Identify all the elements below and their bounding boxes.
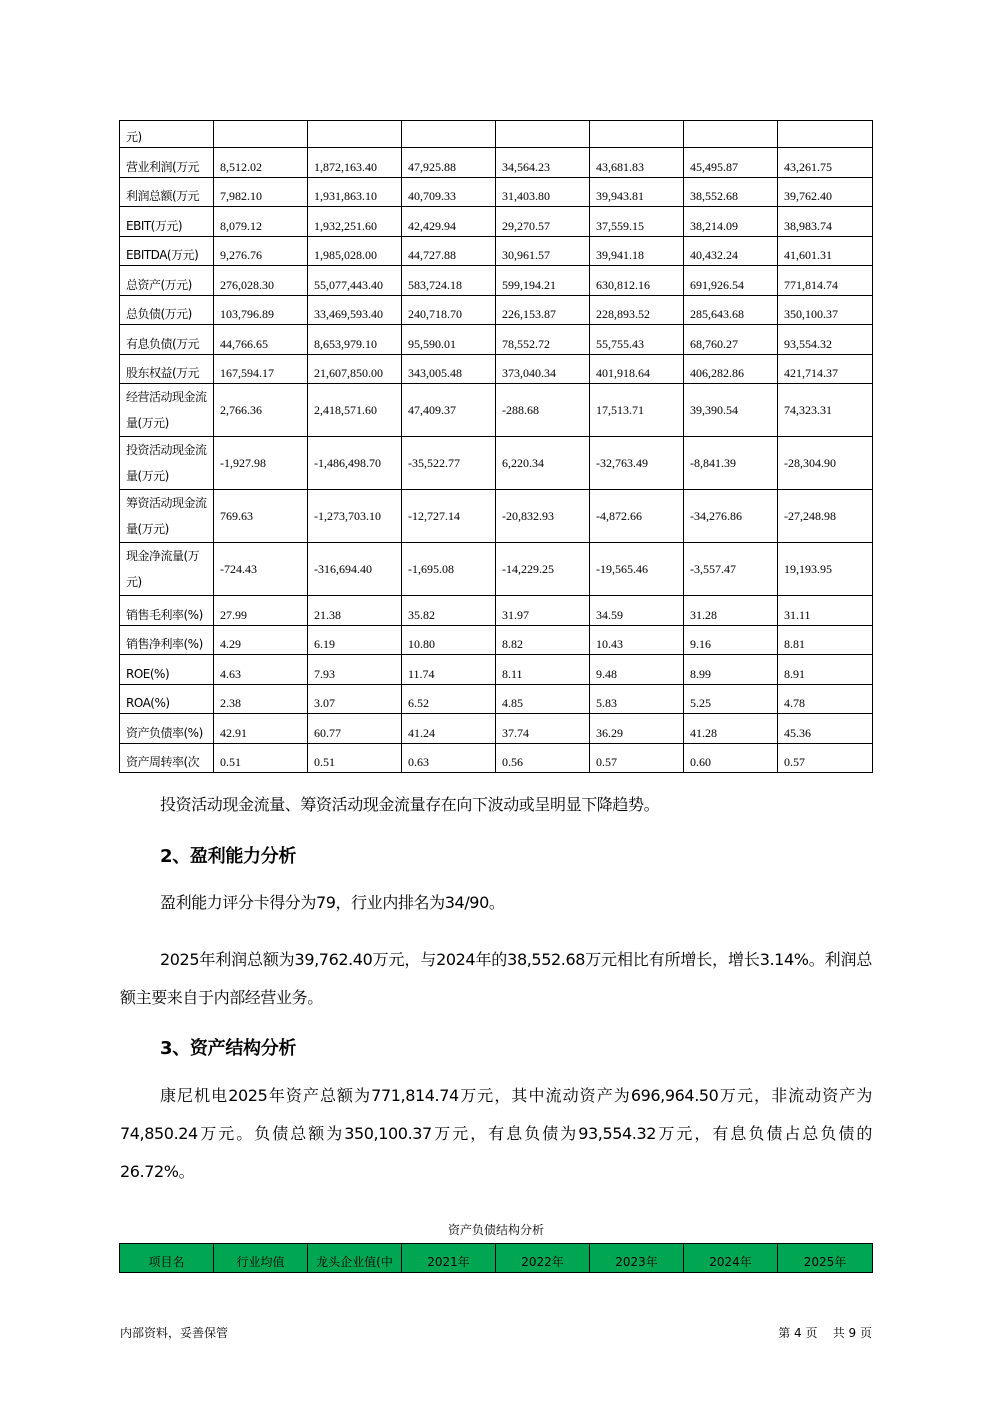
table-cell: 41.24 bbox=[402, 714, 496, 744]
table-cell: -35,522.77 bbox=[402, 437, 496, 490]
table-cell: 373,040.34 bbox=[496, 354, 590, 384]
table-cell: 40,709.33 bbox=[402, 177, 496, 207]
table-cell: 240,718.70 bbox=[402, 295, 496, 325]
table-cell: 11.74 bbox=[402, 655, 496, 685]
row-label: EBIT(万元) bbox=[120, 207, 214, 237]
table-cell: 31,403.80 bbox=[496, 177, 590, 207]
table-cell: 401,918.64 bbox=[590, 354, 684, 384]
table-cell bbox=[214, 121, 308, 148]
table-cell: 226,153.87 bbox=[496, 295, 590, 325]
header-cell: 项目名 bbox=[120, 1244, 214, 1273]
row-label: 利润总额(万元 bbox=[120, 177, 214, 207]
table-cell bbox=[590, 121, 684, 148]
table-row bbox=[120, 354, 873, 384]
table-cell: 167,594.17 bbox=[214, 354, 308, 384]
paragraph-cashflow-trend: 投资活动现金流量、筹资活动现金流量存在向下波动或呈明显下降趋势。 bbox=[160, 795, 660, 814]
row-label: 资产负债率(%) bbox=[120, 714, 214, 744]
table-cell bbox=[684, 121, 778, 148]
table-cell: 103,796.89 bbox=[214, 295, 308, 325]
row-label: 现金净流量(万元) bbox=[120, 543, 214, 596]
footer-page-number: 第 4 页 共 9 页 bbox=[778, 1326, 872, 1340]
row-label: 有息负债(万元 bbox=[120, 325, 214, 355]
table-cell: 771,814.74 bbox=[778, 266, 873, 296]
table-row bbox=[120, 295, 873, 325]
table-cell: 33,469,593.40 bbox=[308, 295, 402, 325]
row-label: ROA(%) bbox=[120, 684, 214, 714]
table-row bbox=[120, 121, 873, 148]
table-cell: 4.85 bbox=[496, 684, 590, 714]
table-cell: 8.99 bbox=[684, 655, 778, 685]
table-cell: 45.36 bbox=[778, 714, 873, 744]
row-label: 销售净利率(%) bbox=[120, 625, 214, 655]
table-cell: 40,432.24 bbox=[684, 236, 778, 266]
row-label: 总资产(万元) bbox=[120, 266, 214, 296]
table-cell: 38,983.74 bbox=[778, 207, 873, 237]
table-cell: 27.99 bbox=[214, 596, 308, 626]
table-cell: -12,727.14 bbox=[402, 490, 496, 543]
table-cell: 3.07 bbox=[308, 684, 402, 714]
table-cell: 8,079.12 bbox=[214, 207, 308, 237]
table-cell: 45,495.87 bbox=[684, 148, 778, 178]
table-cell: 39,941.18 bbox=[590, 236, 684, 266]
table-cell: 2.38 bbox=[214, 684, 308, 714]
table-cell: 4.29 bbox=[214, 625, 308, 655]
table-cell: 39,943.81 bbox=[590, 177, 684, 207]
table-cell: 406,282.86 bbox=[684, 354, 778, 384]
table-cell: 34,564.23 bbox=[496, 148, 590, 178]
table-row bbox=[120, 177, 873, 207]
table-cell: 31.97 bbox=[496, 596, 590, 626]
table-row bbox=[120, 625, 873, 655]
table-cell bbox=[778, 121, 873, 148]
header-cell: 2024年 bbox=[684, 1244, 778, 1273]
table-cell: 0.57 bbox=[778, 743, 873, 773]
table-cell: 41.28 bbox=[684, 714, 778, 744]
row-label: ROE(%) bbox=[120, 655, 214, 685]
table-cell: -1,927.98 bbox=[214, 437, 308, 490]
paragraph-profit-score: 盈利能力评分卡得分为79，行业内排名为34/90。 bbox=[160, 893, 505, 912]
row-label: 筹资活动现金流量(万元) bbox=[120, 490, 214, 543]
row-label: 投资活动现金流量(万元) bbox=[120, 437, 214, 490]
table-cell: 6.52 bbox=[402, 684, 496, 714]
table-cell: -1,486,498.70 bbox=[308, 437, 402, 490]
table-row bbox=[120, 437, 873, 490]
table-cell: 10.80 bbox=[402, 625, 496, 655]
table-cell: -1,695.08 bbox=[402, 543, 496, 596]
table-cell: 43,681.83 bbox=[590, 148, 684, 178]
table-cell: 769.63 bbox=[214, 490, 308, 543]
table-cell: 5.83 bbox=[590, 684, 684, 714]
table-cell: 8,512.02 bbox=[214, 148, 308, 178]
table-cell: 8,653,979.10 bbox=[308, 325, 402, 355]
table-header-row bbox=[120, 1244, 873, 1273]
table-cell: 34.59 bbox=[590, 596, 684, 626]
table-row bbox=[120, 148, 873, 178]
row-label: 总负债(万元) bbox=[120, 295, 214, 325]
table-cell: 4.63 bbox=[214, 655, 308, 685]
row-label: 股东权益(万元 bbox=[120, 354, 214, 384]
table-cell: 0.51 bbox=[214, 743, 308, 773]
table-cell: 37.74 bbox=[496, 714, 590, 744]
table-cell: -316,694.40 bbox=[308, 543, 402, 596]
table-cell: 60.77 bbox=[308, 714, 402, 744]
table-row bbox=[120, 325, 873, 355]
table-cell: 37,559.15 bbox=[590, 207, 684, 237]
table-cell: 95,590.01 bbox=[402, 325, 496, 355]
table-cell: 35.82 bbox=[402, 596, 496, 626]
heading-profitability: 2、盈利能力分析 bbox=[160, 846, 297, 867]
financial-indicators-table bbox=[119, 120, 873, 773]
table-cell: 42.91 bbox=[214, 714, 308, 744]
table-cell: 7,982.10 bbox=[214, 177, 308, 207]
table-cell: -32,763.49 bbox=[590, 437, 684, 490]
table-cell: -288.68 bbox=[496, 384, 590, 437]
table-cell: 55,755.43 bbox=[590, 325, 684, 355]
table-cell: 8.91 bbox=[778, 655, 873, 685]
table-cell: 6,220.34 bbox=[496, 437, 590, 490]
row-label: 资产周转率(次 bbox=[120, 743, 214, 773]
table-cell: 691,926.54 bbox=[684, 266, 778, 296]
table-cell: 38,552.68 bbox=[684, 177, 778, 207]
table-cell: 78,552.72 bbox=[496, 325, 590, 355]
table-cell: -1,273,703.10 bbox=[308, 490, 402, 543]
table-cell: 2,418,571.60 bbox=[308, 384, 402, 437]
row-label: 经营活动现金流量(万元) bbox=[120, 384, 214, 437]
table-cell: 74,323.31 bbox=[778, 384, 873, 437]
table-row bbox=[120, 714, 873, 744]
table-cell: 599,194.21 bbox=[496, 266, 590, 296]
table-row bbox=[120, 266, 873, 296]
table-cell: 4.78 bbox=[778, 684, 873, 714]
table-cell: 41,601.31 bbox=[778, 236, 873, 266]
row-label: 元) bbox=[120, 121, 214, 148]
table-cell: -20,832.93 bbox=[496, 490, 590, 543]
table-cell: 0.51 bbox=[308, 743, 402, 773]
table-row bbox=[120, 655, 873, 685]
table-cell: 68,760.27 bbox=[684, 325, 778, 355]
table-cell: 44,766.65 bbox=[214, 325, 308, 355]
table-row bbox=[120, 207, 873, 237]
header-cell: 2022年 bbox=[496, 1244, 590, 1273]
table-cell: 39,390.54 bbox=[684, 384, 778, 437]
table-cell: 47,409.37 bbox=[402, 384, 496, 437]
table-cell: -14,229.25 bbox=[496, 543, 590, 596]
table-cell: 0.60 bbox=[684, 743, 778, 773]
table-cell: 6.19 bbox=[308, 625, 402, 655]
table-row bbox=[120, 743, 873, 773]
table-cell: 9.48 bbox=[590, 655, 684, 685]
table-cell: 276,028.30 bbox=[214, 266, 308, 296]
table-cell: 2,766.36 bbox=[214, 384, 308, 437]
table-cell: 1,931,863.10 bbox=[308, 177, 402, 207]
table-cell: 44,727.88 bbox=[402, 236, 496, 266]
footer-confidential: 内部资料，妥善保管 bbox=[120, 1326, 229, 1340]
table-cell: -19,565.46 bbox=[590, 543, 684, 596]
table-cell: 55,077,443.40 bbox=[308, 266, 402, 296]
table-cell: 38,214.09 bbox=[684, 207, 778, 237]
table-cell: 19,193.95 bbox=[778, 543, 873, 596]
row-label: 营业利润(万元 bbox=[120, 148, 214, 178]
table-cell: 21,607,850.00 bbox=[308, 354, 402, 384]
table-cell: 350,100.37 bbox=[778, 295, 873, 325]
row-label: EBITDA(万元) bbox=[120, 236, 214, 266]
table-cell: 36.29 bbox=[590, 714, 684, 744]
table-cell bbox=[402, 121, 496, 148]
table-cell: 30,961.57 bbox=[496, 236, 590, 266]
table-cell: -27,248.98 bbox=[778, 490, 873, 543]
table-cell: -28,304.90 bbox=[778, 437, 873, 490]
table-cell: -8,841.39 bbox=[684, 437, 778, 490]
table-cell: 0.57 bbox=[590, 743, 684, 773]
table-cell: 17,513.71 bbox=[590, 384, 684, 437]
table-cell bbox=[496, 121, 590, 148]
table-cell bbox=[308, 121, 402, 148]
table-cell: 39,762.40 bbox=[778, 177, 873, 207]
table-row bbox=[120, 384, 873, 437]
table-cell: 8.11 bbox=[496, 655, 590, 685]
table-row bbox=[120, 596, 873, 626]
header-cell: 2021年 bbox=[402, 1244, 496, 1273]
table-cell: -724.43 bbox=[214, 543, 308, 596]
table-cell: 228,893.52 bbox=[590, 295, 684, 325]
table-cell: 9,276.76 bbox=[214, 236, 308, 266]
header-cell: 龙头企业值(中 bbox=[308, 1244, 402, 1273]
table-cell: 47,925.88 bbox=[402, 148, 496, 178]
table-cell: 42,429.94 bbox=[402, 207, 496, 237]
table-cell: 630,812.16 bbox=[590, 266, 684, 296]
table-row bbox=[120, 490, 873, 543]
table-cell: 7.93 bbox=[308, 655, 402, 685]
table-cell: -3,557.47 bbox=[684, 543, 778, 596]
table-caption: 资产负债结构分析 bbox=[447, 1223, 544, 1237]
table-cell: 0.63 bbox=[402, 743, 496, 773]
table-cell: 31.28 bbox=[684, 596, 778, 626]
table-cell: 5.25 bbox=[684, 684, 778, 714]
table-row bbox=[120, 684, 873, 714]
table-cell: 43,261.75 bbox=[778, 148, 873, 178]
table-cell: 31.11 bbox=[778, 596, 873, 626]
table-cell: -34,276.86 bbox=[684, 490, 778, 543]
table-cell: 1,932,251.60 bbox=[308, 207, 402, 237]
header-cell: 2023年 bbox=[590, 1244, 684, 1273]
heading-asset-structure: 3、资产结构分析 bbox=[160, 1038, 297, 1059]
table-cell: 1,985,028.00 bbox=[308, 236, 402, 266]
table-cell: 285,643.68 bbox=[684, 295, 778, 325]
header-cell: 行业均值 bbox=[214, 1244, 308, 1273]
table-cell: 93,554.32 bbox=[778, 325, 873, 355]
table-cell: 8.82 bbox=[496, 625, 590, 655]
table-cell: 29,270.57 bbox=[496, 207, 590, 237]
table-cell: 0.56 bbox=[496, 743, 590, 773]
table-cell: 10.43 bbox=[590, 625, 684, 655]
table-cell: 9.16 bbox=[684, 625, 778, 655]
row-label: 销售毛利率(%) bbox=[120, 596, 214, 626]
header-cell: 2025年 bbox=[778, 1244, 873, 1273]
table-cell: 21.38 bbox=[308, 596, 402, 626]
table-cell: 343,005.48 bbox=[402, 354, 496, 384]
table-row bbox=[120, 236, 873, 266]
paragraph-profit-total: 2025年利润总额为39,762.40万元，与2024年的38,552.68万元相比有所增长，增长3.14%。利润总额主要来自于内部经营业务。 bbox=[120, 950, 872, 1007]
table-row bbox=[120, 543, 873, 596]
paragraph-asset-structure: 康尼机电2025年资产总额为771,814.74万元，其中流动资产为696,964.50万元，非流动资产为74,850.24万元。负债总额为350,100.37万元，有息负债为93,554.32万元，有息负债占总负债的26.72%。 bbox=[120, 1086, 872, 1181]
table-cell: 1,872,163.40 bbox=[308, 148, 402, 178]
asset-liability-structure-table bbox=[119, 1243, 873, 1273]
table-cell: 421,714.37 bbox=[778, 354, 873, 384]
table-cell: -4,872.66 bbox=[590, 490, 684, 543]
table-cell: 583,724.18 bbox=[402, 266, 496, 296]
table-cell: 8.81 bbox=[778, 625, 873, 655]
